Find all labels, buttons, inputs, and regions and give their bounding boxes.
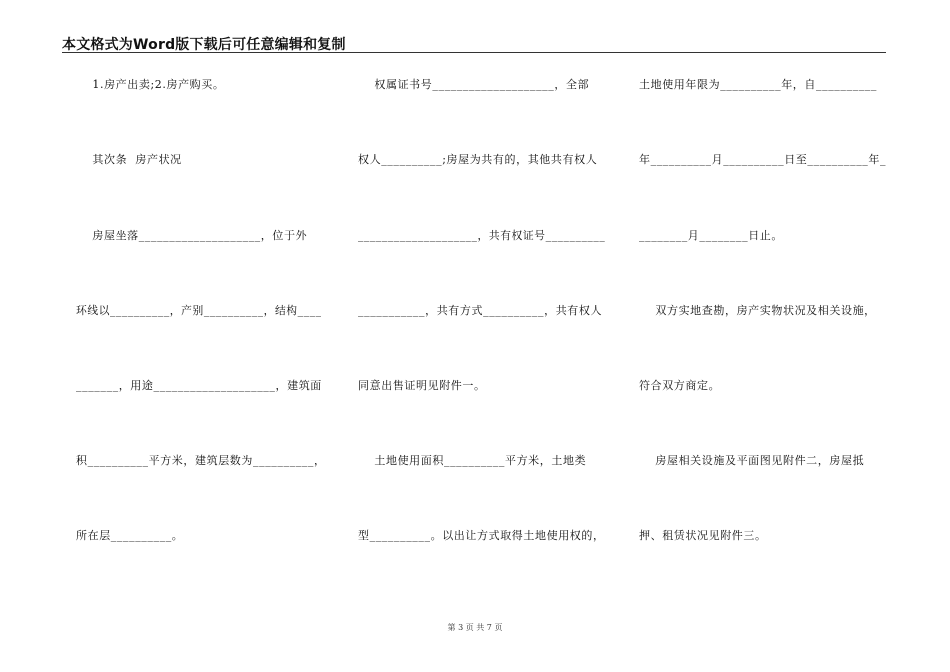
column-line: 型__________。以出让方式取得土地使用权的， xyxy=(358,529,605,542)
page-number: 第 3 页 共 7 页 xyxy=(447,623,503,632)
column-line: 同意出售证明见附件一。 xyxy=(358,379,486,392)
document-header xyxy=(62,34,886,53)
column-line: _______，用途____________________，建筑面 xyxy=(76,379,322,392)
column-line: 积__________平方米，建筑层数为__________， xyxy=(76,454,326,467)
column-line: 年__________月__________日至__________年_ xyxy=(639,153,887,166)
column-line: 押、租赁状况见附件三。 xyxy=(639,529,767,542)
column-line: 土地使用面积__________平方米，土地类 xyxy=(358,454,587,467)
column-line: 权属证书号____________________，全部 xyxy=(358,78,590,91)
column-line: 权人__________;房屋为共有的，其他共有权人 xyxy=(358,153,598,166)
column-line: ____________________，共有权证号__________ xyxy=(358,229,606,242)
column-line: 房屋相关设施及平面图见附件二，房屋抵 xyxy=(639,454,865,467)
column-line: 环线以__________，产别__________，结构____ xyxy=(76,304,322,317)
column-line: 所在层__________。 xyxy=(76,529,184,542)
column-line: 1.房产出卖;2.房产购买。 xyxy=(76,78,225,91)
column-line: 符合双方商定。 xyxy=(639,379,721,392)
column-line: 双方实地查勘，房产实物状况及相关设施， xyxy=(639,304,876,317)
column-line: 其次条 房产状况 xyxy=(76,153,182,166)
column-line: ___________，共有方式__________，共有权人 xyxy=(358,304,603,317)
column-line: 土地使用年限为__________年，自__________ xyxy=(639,78,877,91)
column-line: ________月________日止。 xyxy=(639,229,783,242)
column-line: 房屋坐落____________________，位于外 xyxy=(76,229,308,242)
header-title: 本文格式为Word版下载后可任意编辑和复制 xyxy=(62,37,346,53)
